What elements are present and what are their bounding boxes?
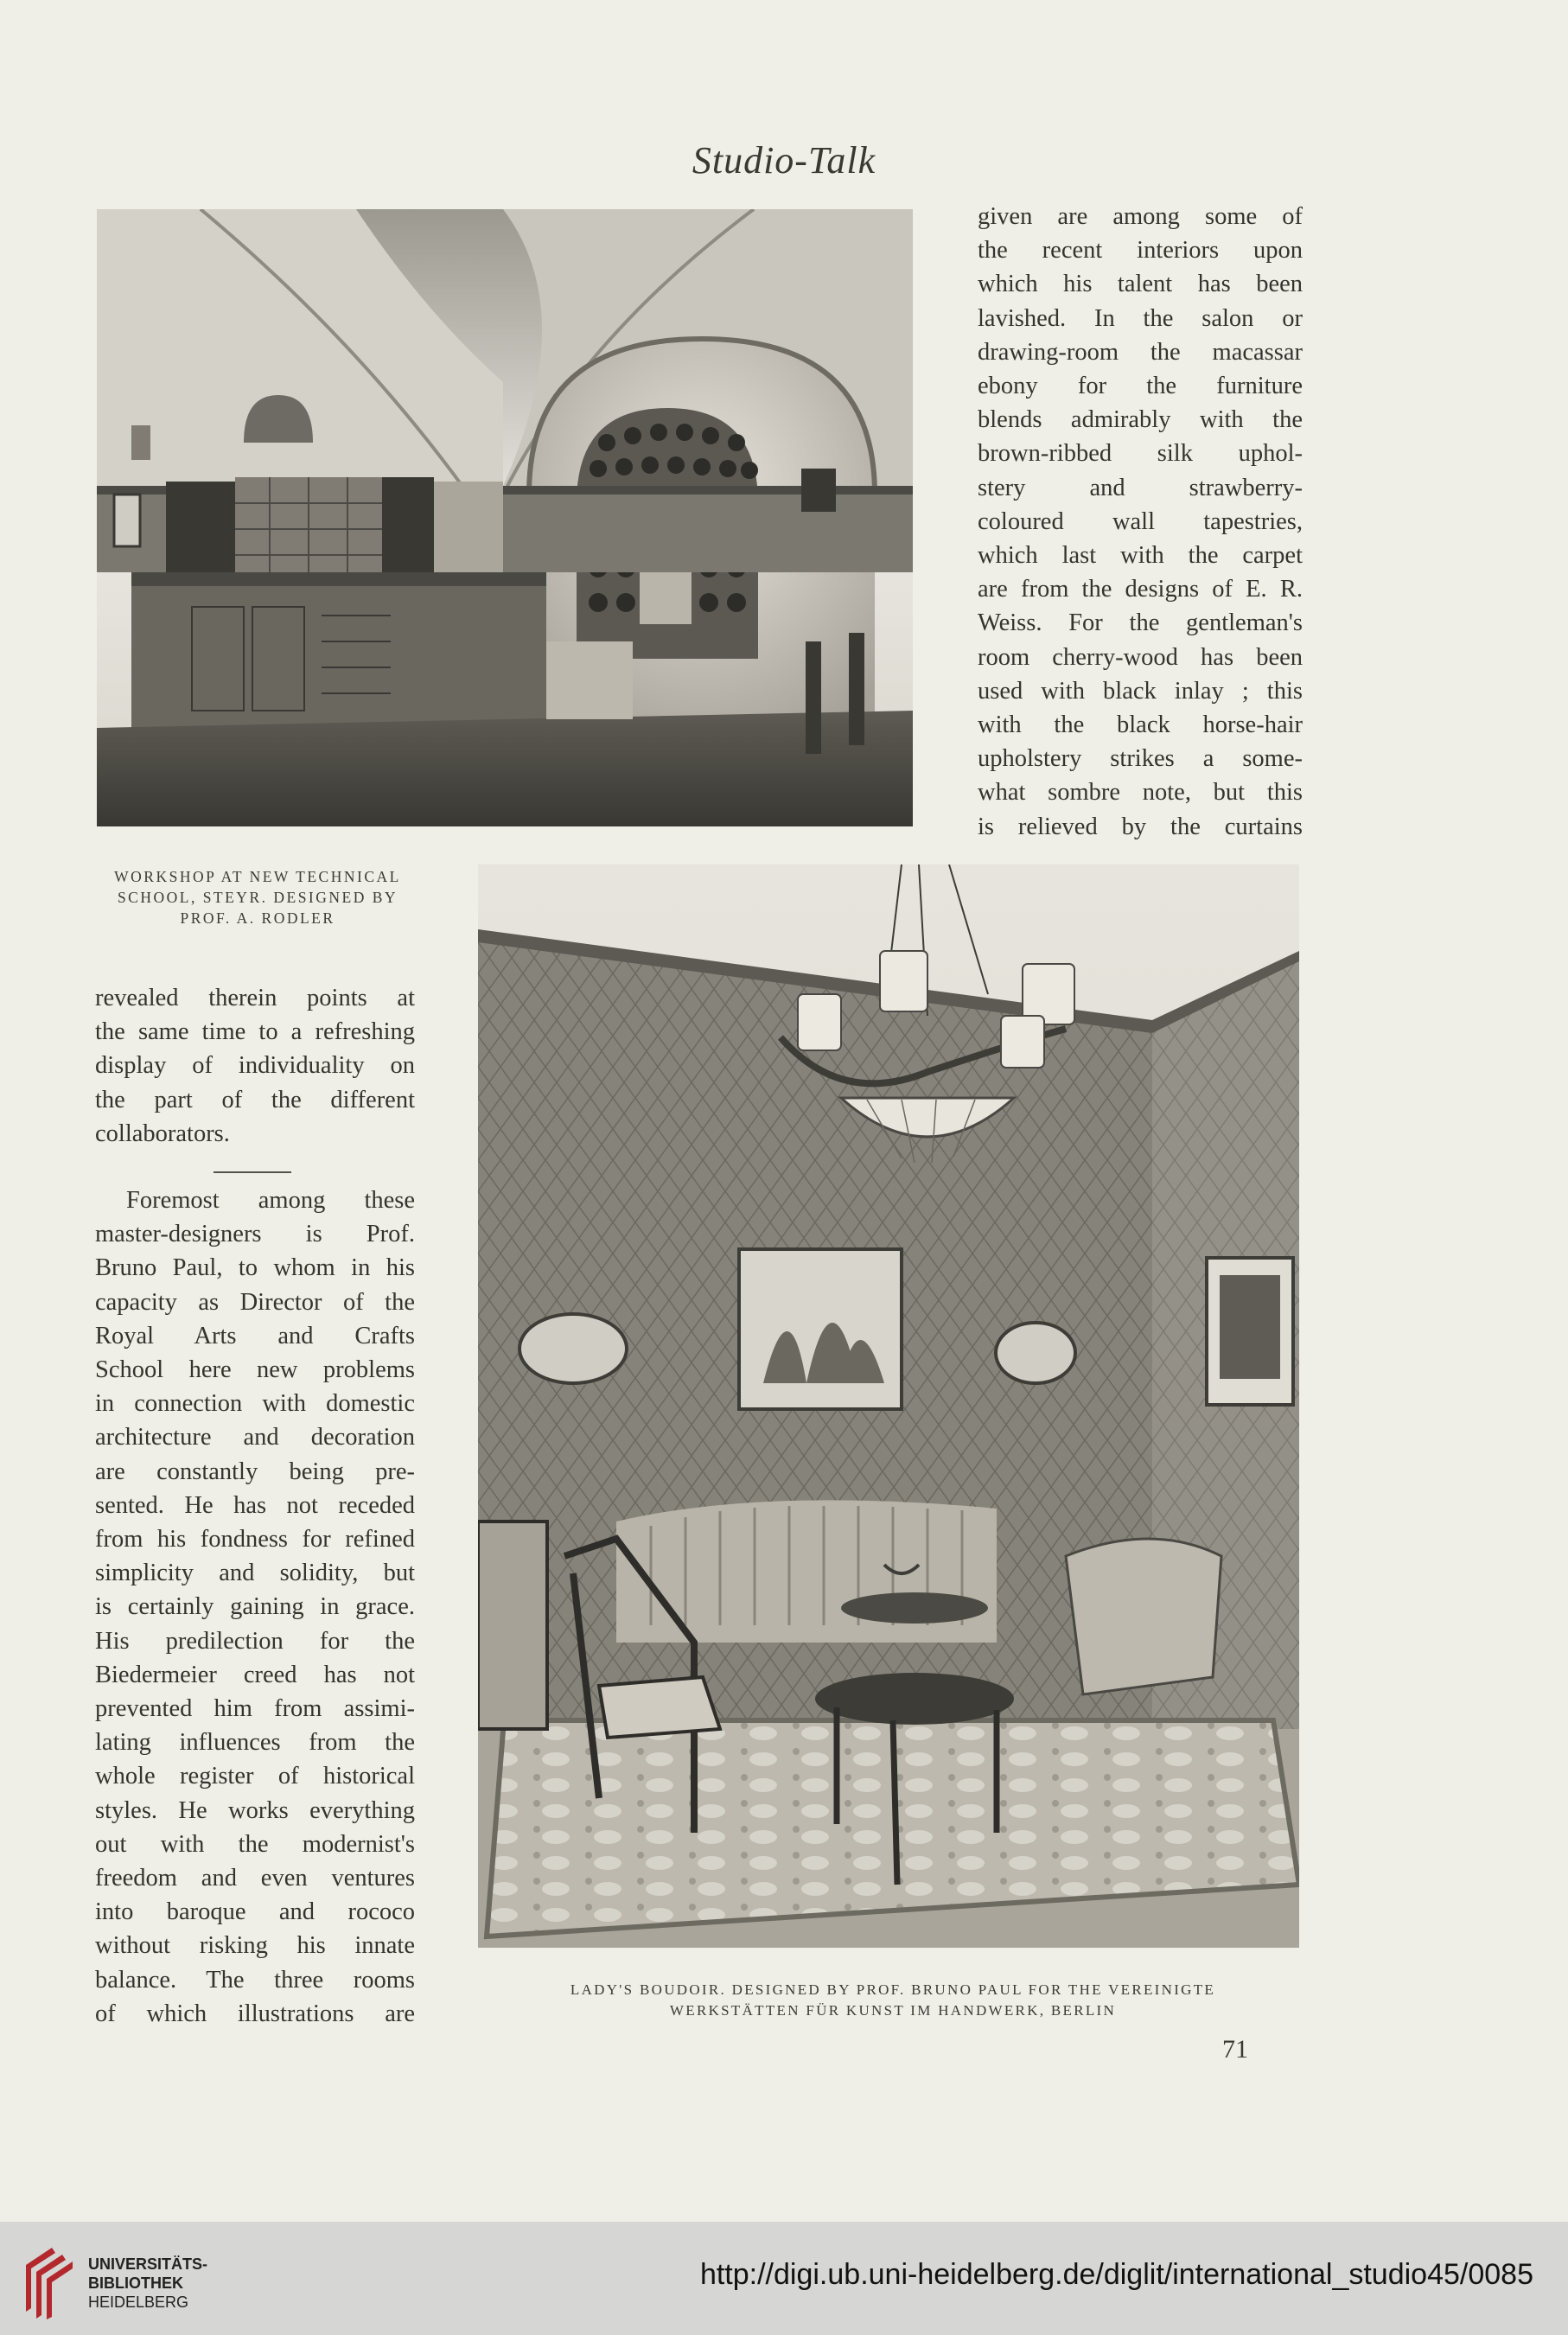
caption-line: WERKSTÄTTEN FÜR KUNST IM HANDWERK, BERLIN — [669, 2002, 1117, 2019]
text-line: His predilection for the — [95, 1627, 415, 1655]
text-line: sented. He has not receded — [95, 1491, 415, 1519]
text-line: is certainly gaining in grace. — [95, 1593, 415, 1621]
text-line: stery and strawberry- — [978, 474, 1303, 501]
running-head: Studio-Talk — [692, 139, 876, 182]
logo-line: HEIDELBERG — [88, 2294, 189, 2311]
text-line: blends admirably with the — [978, 406, 1303, 434]
caption-line: SCHOOL, STEYR. DESIGNED BY — [117, 889, 398, 906]
text-line: of which illustrations are — [95, 2000, 415, 2027]
text-line: revealed therein points at — [95, 985, 415, 1011]
logo-line: BIBLIOTHEK — [88, 2274, 183, 2292]
source-url-link[interactable]: http://digi.ub.uni-heidelberg.de/diglit/international_studio45/0085 — [699, 2258, 1533, 2291]
text-line: styles. He works everything — [95, 1796, 415, 1824]
library-logo-text — [88, 2255, 207, 2312]
text-line: what sombre note, but this — [978, 779, 1303, 807]
boudoir-illustration — [478, 864, 1299, 1948]
text-line: Royal Arts and Crafts — [95, 1322, 415, 1349]
text-line: ebony for the furniture — [978, 373, 1303, 400]
text-line: coloured wall tapestries, — [978, 507, 1303, 535]
text-line: out with the modernist's — [95, 1830, 415, 1858]
text-line: without risking his innate — [95, 1932, 415, 1960]
text-line: Biedermeier creed has not — [95, 1661, 415, 1688]
text-line: with the black horse-hair — [978, 711, 1303, 739]
text-line: given are among some of — [978, 203, 1303, 230]
text-line: upholstery strikes a some- — [978, 745, 1303, 773]
text-line: are from the designs of E. R. — [978, 576, 1303, 603]
text-line: the recent interiors upon — [978, 237, 1303, 265]
text-line: which his talent has been — [978, 271, 1303, 298]
text-column-left-continued — [95, 1183, 415, 2031]
text-line: prevented him from assimi- — [95, 1695, 415, 1723]
text-line: Weiss. For the gentleman's — [978, 609, 1303, 637]
text-line: architecture and decoration — [95, 1424, 415, 1451]
text-line: collaborators. — [95, 1120, 230, 1147]
workshop-photo — [97, 209, 913, 826]
text-line: School here new problems — [95, 1356, 415, 1384]
library-logo-icon — [17, 2239, 78, 2321]
text-line: whole register of historical — [95, 1763, 415, 1790]
text-line: capacity as Director of the — [95, 1288, 415, 1316]
text-line: in connection with domestic — [95, 1390, 415, 1418]
text-line: lavished. In the salon or — [978, 304, 1303, 332]
caption-line: WORKSHOP AT NEW TECHNICAL — [114, 868, 401, 885]
text-line: drawing-room the macassar — [978, 338, 1303, 366]
text-line: is relieved by the curtains — [978, 813, 1303, 840]
text-column-top-right — [978, 200, 1303, 844]
text-line: freedom and even ventures — [95, 1865, 415, 1892]
text-line: the part of the different — [95, 1086, 415, 1113]
section-divider — [214, 1171, 291, 1173]
text-line: brown-ribbed silk uphol- — [978, 440, 1303, 468]
text-line: master-designers is Prof. — [95, 1221, 415, 1248]
text-line: used with black inlay ; this — [978, 677, 1303, 705]
text-line: which last with the carpet — [978, 542, 1303, 570]
workshop-illustration — [97, 209, 913, 826]
page-number: 71 — [1222, 2035, 1248, 2064]
logo-line: UNIVERSITÄTS- — [88, 2255, 208, 2273]
workshop-caption — [93, 866, 422, 928]
text-line: balance. The three rooms — [95, 1966, 415, 1994]
text-line: display of individuality on — [95, 1052, 415, 1080]
boudoir-photo — [478, 864, 1299, 1948]
text-line: Bruno Paul, to whom in his — [95, 1254, 415, 1282]
text-line: are constantly being pre- — [95, 1458, 415, 1485]
text-line: into baroque and rococo — [95, 1898, 415, 1926]
library-footer — [0, 2222, 1568, 2335]
text-line: from his fondness for refined — [95, 1526, 415, 1553]
text-line: lating influences from the — [95, 1729, 415, 1757]
text-line: Foremost among these — [126, 1187, 415, 1214]
caption-line: PROF. A. RODLER — [180, 909, 335, 927]
text-line: the same time to a refreshing — [95, 1018, 415, 1046]
text-line: simplicity and solidity, but — [95, 1560, 415, 1587]
text-column-left — [95, 981, 415, 1151]
caption-line: LADY'S BOUDOIR. DESIGNED BY PROF. BRUNO PAUL FOR THE VEREINIGTE — [570, 1981, 1216, 1998]
boudoir-caption — [478, 1980, 1308, 2021]
text-line: room cherry-wood has been — [978, 643, 1303, 671]
